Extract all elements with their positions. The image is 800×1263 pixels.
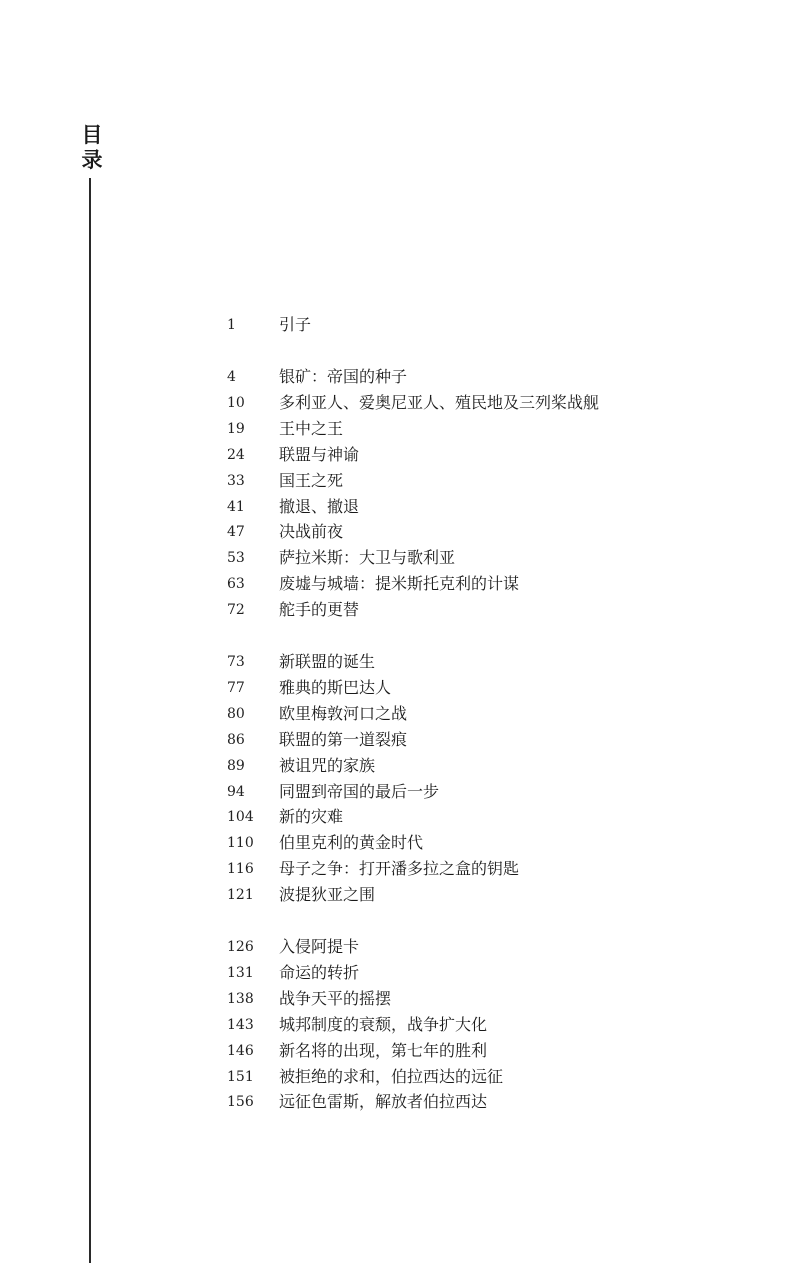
toc-entry: [0, 779, 800, 805]
toc-entry: [0, 830, 800, 856]
toc-entry: [0, 597, 800, 623]
toc-page-number: 86: [227, 731, 245, 748]
toc-entry: [0, 856, 800, 882]
toc-page-number: 110: [227, 835, 254, 852]
toc-entry: [0, 468, 800, 494]
toc-chapter-title: 波提狄亚之围: [279, 885, 376, 905]
toc-entry: [0, 545, 800, 571]
toc-chapter-title: 决战前夜: [279, 522, 344, 542]
toc-chapter-title: 联盟的第一道裂痕: [279, 729, 408, 749]
toc-page-number: 80: [227, 705, 245, 722]
toc-entry: [0, 934, 800, 960]
toc-page-number: 151: [227, 1068, 254, 1085]
toc-page-number: 24: [227, 446, 245, 463]
toc-page-number: 72: [227, 602, 245, 619]
toc-entry: [0, 1012, 800, 1038]
toc-chapter-title: 被拒绝的求和，伯拉西达的远征: [279, 1066, 504, 1086]
toc-entry: [0, 1064, 800, 1090]
toc-chapter-title: 入侵阿提卡: [279, 937, 360, 956]
toc-entry: [0, 442, 800, 468]
toc-chapter-title: 撤退、撤退: [279, 496, 360, 516]
toc-chapter-title: 新联盟的诞生: [279, 652, 376, 671]
toc-entry: [0, 701, 800, 727]
toc-page-number: 94: [227, 783, 245, 800]
toc-page-number: 146: [227, 1042, 254, 1059]
toc-entry: [0, 804, 800, 830]
toc-page-number: 53: [227, 550, 245, 567]
toc-chapter-title: 命运的转折: [279, 962, 360, 982]
toc-entry: [0, 753, 800, 779]
toc-entry: [0, 882, 800, 908]
toc-page-number: 121: [227, 887, 254, 904]
toc-entry: [0, 519, 800, 545]
toc-page-number: 1: [227, 317, 236, 333]
toc-entry: [0, 960, 800, 986]
toc-chapter-title: 萨拉米斯：大卫与歌利亚: [279, 548, 456, 568]
toc-chapter-title: 引子: [279, 315, 312, 334]
toc-page-number: 63: [227, 576, 245, 593]
toc-page-number: 41: [227, 498, 245, 515]
toc-entry: [0, 649, 800, 675]
toc-page-number: 4: [227, 369, 236, 385]
toc-entry: [0, 494, 800, 520]
toc-chapter-title: 国王之死: [279, 470, 344, 490]
toc-page-number: 19: [227, 420, 245, 437]
toc-page-number: 126: [227, 939, 254, 955]
toc-page-number: 47: [227, 524, 245, 541]
toc-entry: [0, 675, 800, 701]
toc-chapter-title: 王中之王: [279, 418, 344, 438]
toc-chapter-title: 新名将的出现，第七年的胜利: [279, 1040, 488, 1060]
toc-entry: [0, 1038, 800, 1064]
toc-entry: [0, 364, 800, 390]
toc-chapter-title: 母子之争：打开潘多拉之盒的钥匙: [279, 859, 520, 879]
toc-entry: [0, 1089, 800, 1115]
toc-chapter-title: 同盟到帝国的最后一步: [279, 781, 440, 801]
toc-chapter-title: 废墟与城墙：提米斯托克利的计谋: [279, 574, 520, 594]
toc-entry: [0, 571, 800, 597]
toc-chapter-title: 远征色雷斯，解放者伯拉西达: [279, 1092, 488, 1112]
toc-chapter-title: 新的灾难: [279, 807, 344, 827]
toc-page-number: 77: [227, 679, 245, 696]
toc-chapter-title: 被诅咒的家族: [279, 755, 376, 775]
toc-entry: [0, 416, 800, 442]
toc-entry: [0, 312, 800, 338]
toc-page-number: 89: [227, 757, 245, 774]
toc-entry: [0, 727, 800, 753]
toc-page-number: 143: [227, 1016, 254, 1033]
toc-chapter-title: 欧里梅敦河口之战: [279, 703, 408, 723]
toc-page-number: 116: [227, 861, 254, 878]
toc-chapter-title: 银矿：帝国的种子: [279, 367, 408, 386]
toc-page-number: 156: [227, 1094, 254, 1111]
toc-chapter-title: 雅典的斯巴达人: [279, 677, 392, 697]
page-title: 目录: [81, 122, 103, 172]
toc-page-number: 73: [227, 654, 245, 670]
toc-page-number: 104: [227, 809, 254, 826]
toc-entry: [0, 986, 800, 1012]
toc-entry: [0, 390, 800, 416]
toc-chapter-title: 战争天平的摇摆: [279, 988, 392, 1008]
toc-chapter-title: 舵手的更替: [279, 600, 360, 620]
toc-page-number: 10: [227, 394, 245, 411]
toc-chapter-title: 联盟与神谕: [279, 444, 360, 464]
toc-chapter-title: 多利亚人、爱奥尼亚人、殖民地及三列桨战舰: [279, 392, 600, 412]
toc-page-number: 131: [227, 964, 254, 981]
toc-chapter-title: 伯里克利的黄金时代: [279, 833, 424, 853]
toc-page-number: 33: [227, 472, 245, 489]
toc-chapter-title: 城邦制度的衰颓，战争扩大化: [279, 1014, 488, 1034]
toc-page-number: 138: [227, 990, 254, 1007]
